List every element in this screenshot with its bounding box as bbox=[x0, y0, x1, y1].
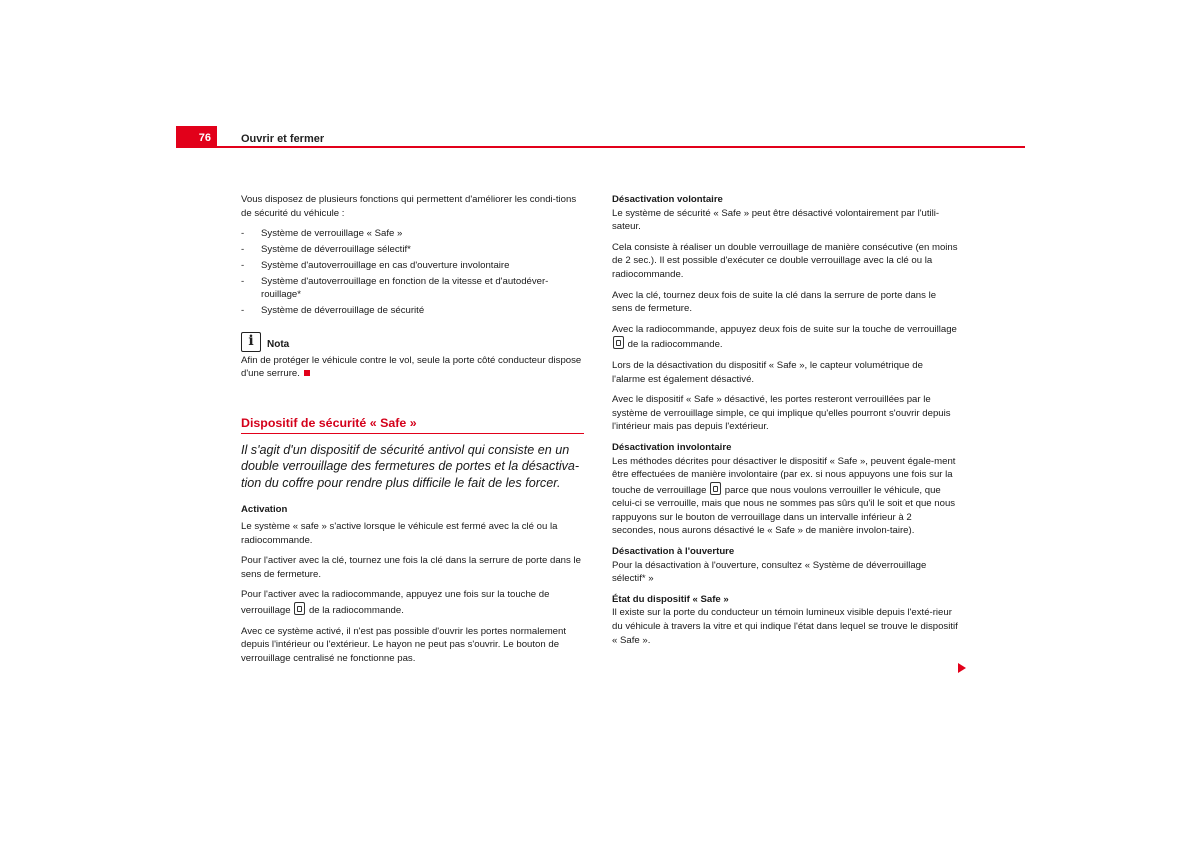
note-text-block bbox=[241, 354, 584, 381]
lock-icon bbox=[613, 336, 624, 349]
activation-paragraph: Avec ce système activé, il n'est pas possible d'ouvrir les portes normalement depuis l'intérieur ou l'extérieur. Le hayon ne peut pas s'ouvrir. Le bouton de verrouillage centralisé ne fonctionne pas. bbox=[241, 625, 567, 664]
paragraph bbox=[612, 455, 958, 539]
paragraph-text: Les méthodes décrites pour désactiver le dispositif « Safe », peuvent égale-ment être effectuées de manière involontaire (par ex. si nous appuyons une fois sur la touche de verrouillage bbox=[612, 455, 956, 496]
paragraph-text: de la radiocommande. bbox=[627, 339, 723, 351]
paragraph: Avec le dispositif « Safe » désactivé, les portes resteront verrouillées par le système de verrouillage simple, ce qui implique qu'elles pourront s'ouvrir depuis l'intérieur mais pas depuis l'extérieur. bbox=[612, 394, 951, 433]
feature-list bbox=[241, 227, 584, 317]
activation-text: Pour l'activer avec la radiocommande, appuyez une fois sur la touche de verrouillage bbox=[241, 589, 550, 617]
paragraph-text: Avec la radiocommande, appuyez deux fois de suite sur la touche de verrouillage bbox=[612, 323, 957, 335]
arrow-right-icon bbox=[958, 663, 966, 673]
activation-paragraph: Pour l'activer avec la clé, tournez une fois la clé dans la serrure de porte dans le sens de fermeture. bbox=[241, 555, 581, 580]
paragraph bbox=[612, 323, 958, 352]
paragraph: Il existe sur la porte du conducteur un témoin lumineux visible depuis l'exté-rieur du véhicule à travers la vitre et qui indique l'état dans lequel se trouve le dispositif « Safe ». bbox=[612, 607, 958, 646]
page-number: 76 bbox=[198, 132, 211, 144]
lock-icon bbox=[710, 482, 721, 495]
note-title: Nota bbox=[267, 338, 290, 350]
section-intro: Il s'agit d'un dispositif de sécurité antivol qui consiste en un double verrouillage des fermetures de portes et la désactiva-tion du coffre pour rendre plus difficile le fait de les forcer. bbox=[241, 442, 580, 490]
list-item: - Système d'autoverrouillage en cas d'ouverture involontaire bbox=[241, 259, 584, 273]
paragraph: Pour la désactivation à l'ouverture, consultez « Système de déverrouillage sélectif* » bbox=[612, 559, 927, 585]
activation-paragraph bbox=[241, 588, 584, 617]
chapter-title: Ouvrir et fermer bbox=[241, 133, 325, 145]
left-column bbox=[241, 193, 584, 672]
paragraph: Cela consiste à réaliser un double verrouillage de manière consécutive (en moins de 2 sec.). Il est possible d'exécuter ce double verrouillage avec la clé ou la radiocommande. bbox=[612, 241, 958, 280]
deactivation-involuntary-heading: Désactivation involontaire bbox=[612, 441, 732, 453]
right-column bbox=[612, 193, 958, 654]
paragraph: Le système de sécurité « Safe » peut être désactivé volontairement par l'utili-sateur. bbox=[612, 207, 940, 233]
activation-paragraph: Le système « safe » s'active lorsque le véhicule est fermé avec la clé ou la radiocommande. bbox=[241, 521, 558, 546]
square-end-icon bbox=[304, 370, 310, 376]
deactivation-opening-heading: Désactivation à l'ouverture bbox=[612, 546, 735, 558]
state-heading: État du dispositif « Safe » bbox=[612, 593, 729, 605]
activation-text: de la radiocommande. bbox=[308, 605, 404, 617]
info-icon: i bbox=[241, 332, 261, 352]
list-item: - Système de déverrouillage de sécurité bbox=[241, 304, 584, 318]
note-text: Afin de protéger le véhicule contre le vol, seule la porte côté conducteur dispose d'une serrure. bbox=[241, 354, 582, 380]
note-header bbox=[241, 332, 584, 352]
deactivation-voluntary-heading: Désactivation volontaire bbox=[612, 194, 723, 205]
activation-heading: Activation bbox=[241, 504, 288, 516]
lock-icon bbox=[294, 602, 305, 615]
paragraph: Lors de la désactivation du dispositif « Safe », le capteur volumétrique de l'alarme est également désactivé. bbox=[612, 359, 923, 385]
header-divider bbox=[217, 146, 1025, 148]
list-item: - Système de verrouillage « Safe » bbox=[241, 227, 584, 241]
list-item: - Système d'autoverrouillage en fonction de la vitesse et d'autodéver-rouillage* bbox=[241, 275, 584, 302]
paragraph-text: parce que nous voulons verrouiller le véhicule, que celui-ci se verrouille, mais que nous ne sommes pas sûrs qu'il le soit et que nous rappuyons sur le bouton de verrouillage dans un intervalle inférieur à 2 secondes, nous aurons désactivé le « Safe » de manière involon-taire). bbox=[612, 484, 956, 537]
list-item: - Système de déverrouillage sélectif* bbox=[241, 243, 584, 257]
paragraph: Avec la clé, tournez deux fois de suite la clé dans la serrure de porte dans le sens de fermeture. bbox=[612, 289, 937, 315]
section-title: Dispositif de sécurité « Safe » bbox=[241, 415, 584, 434]
page-number-box bbox=[176, 126, 217, 148]
intro-paragraph: Vous disposez de plusieurs fonctions qui permettent d'améliorer les condi-tions de sécurité du véhicule : bbox=[241, 194, 577, 219]
